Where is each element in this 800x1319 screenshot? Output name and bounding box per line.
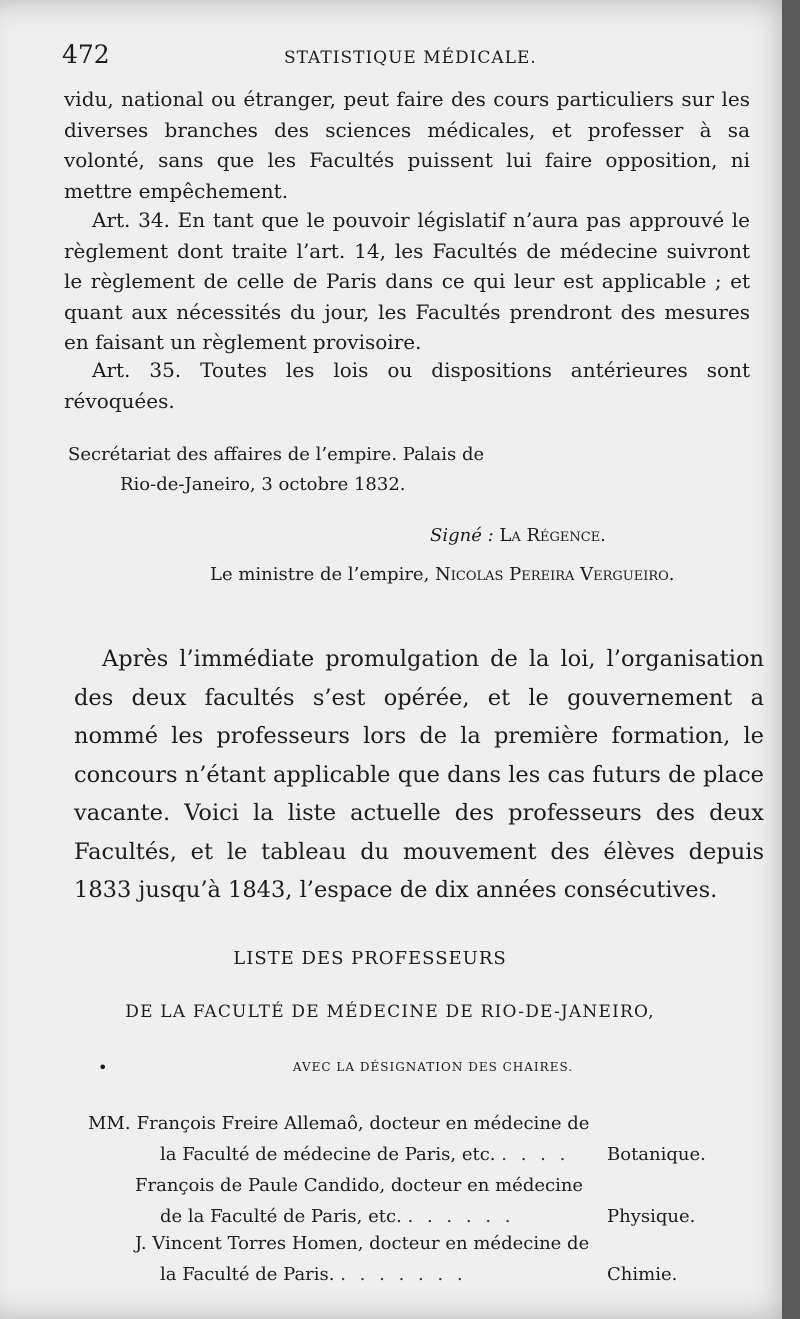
- minister-prefix: Le ministre de l’empire,: [210, 564, 430, 585]
- page-edge-shadow: [782, 0, 800, 1319]
- mm-abbreviation: MM.: [88, 1113, 131, 1134]
- chairs-subtitle: AVEC LA DÉSIGNATION DES CHAIRES.: [292, 1060, 574, 1074]
- professor-name-line: François Freire Allemaô, docteur en médecine de: [136, 1113, 590, 1134]
- chair-name: Physique.: [607, 1206, 696, 1227]
- list-title: LISTE DES PROFESSEURS: [233, 948, 507, 969]
- paragraph-continuation: vidu, national ou étranger, peut faire des cours particuliers sur les diverses branches des sciences médicales, et professer à sa volonté, sans que les Facultés puissent lui faire opposition, ni mettre empêchement.: [64, 87, 750, 203]
- minister-name: Nicolas Pereira Vergueiro.: [435, 564, 675, 585]
- professor-line-2: [160, 1259, 467, 1290]
- professor-affiliation: la Faculté de Paris.: [160, 1264, 335, 1285]
- running-head: STATISTIQUE MÉDICALE.: [284, 48, 537, 68]
- leader-dots: . . . . . .: [407, 1206, 515, 1227]
- main-paragraph: Après l’immédiate promulgation de la loi, l’organisation des deux facultés s’est opérée, et le gouvernement a nommé les professeurs lors de la première formation, le concours n’étant applicable que dans les cas futurs de place vacante. Voici la liste actuelle des professeurs des deux Facultés, et le tableau du mouvement des élèves depuis 1833 jusqu’à 1843, l’espace de dix années consécutives.: [74, 646, 764, 903]
- bullet-mark: •: [98, 1058, 108, 1077]
- professor-line-1: J. Vincent Torres Homen, docteur en médecine de: [135, 1233, 590, 1254]
- minister-line: [210, 564, 675, 585]
- paragraph-article-34: Art. 34. En tant que le pouvoir législatif n’aura pas approuvé le règlement dont traite l’art. 14, les Facultés de médecine suivront le règlement de celle de Paris dans ce qui leur est applicable ; et quant aux nécessités du jour, les Facultés prendront des mesures en faisant un règlement provisoire.: [64, 208, 750, 354]
- page-header: [62, 38, 740, 78]
- leader-dots: . . . . . . .: [340, 1264, 467, 1285]
- signed-label: Signé :: [430, 525, 494, 546]
- professor-line-2: [160, 1139, 569, 1170]
- secretariat-line-2: Rio-de-Janeiro, 3 octobre 1832.: [120, 474, 406, 495]
- professor-line-1: François de Paule Candido, docteur en médecine: [135, 1175, 584, 1196]
- signed-line: [430, 525, 606, 546]
- faculty-title: DE LA FACULTÉ DE MÉDECINE DE RIO-DE-JANEIRO,: [125, 1002, 655, 1022]
- professor-affiliation: la Faculté de médecine de Paris, etc.: [160, 1144, 496, 1165]
- professor-affiliation: de la Faculté de Paris, etc.: [160, 1206, 402, 1227]
- professor-line-1: [88, 1108, 589, 1139]
- paragraph-article-35: Art. 35. Toutes les lois ou dispositions antérieures sont révoquées.: [64, 358, 750, 413]
- chair-name: Botanique.: [607, 1144, 706, 1165]
- secretariat-block: [68, 440, 484, 500]
- signed-name: La Régence.: [499, 525, 606, 546]
- page-number: 472: [62, 40, 110, 69]
- secretariat-line-1: Secrétariat des affaires de l’empire. Palais de: [68, 444, 485, 465]
- chair-name: Chimie.: [607, 1264, 678, 1285]
- leader-dots: . . . .: [501, 1144, 570, 1165]
